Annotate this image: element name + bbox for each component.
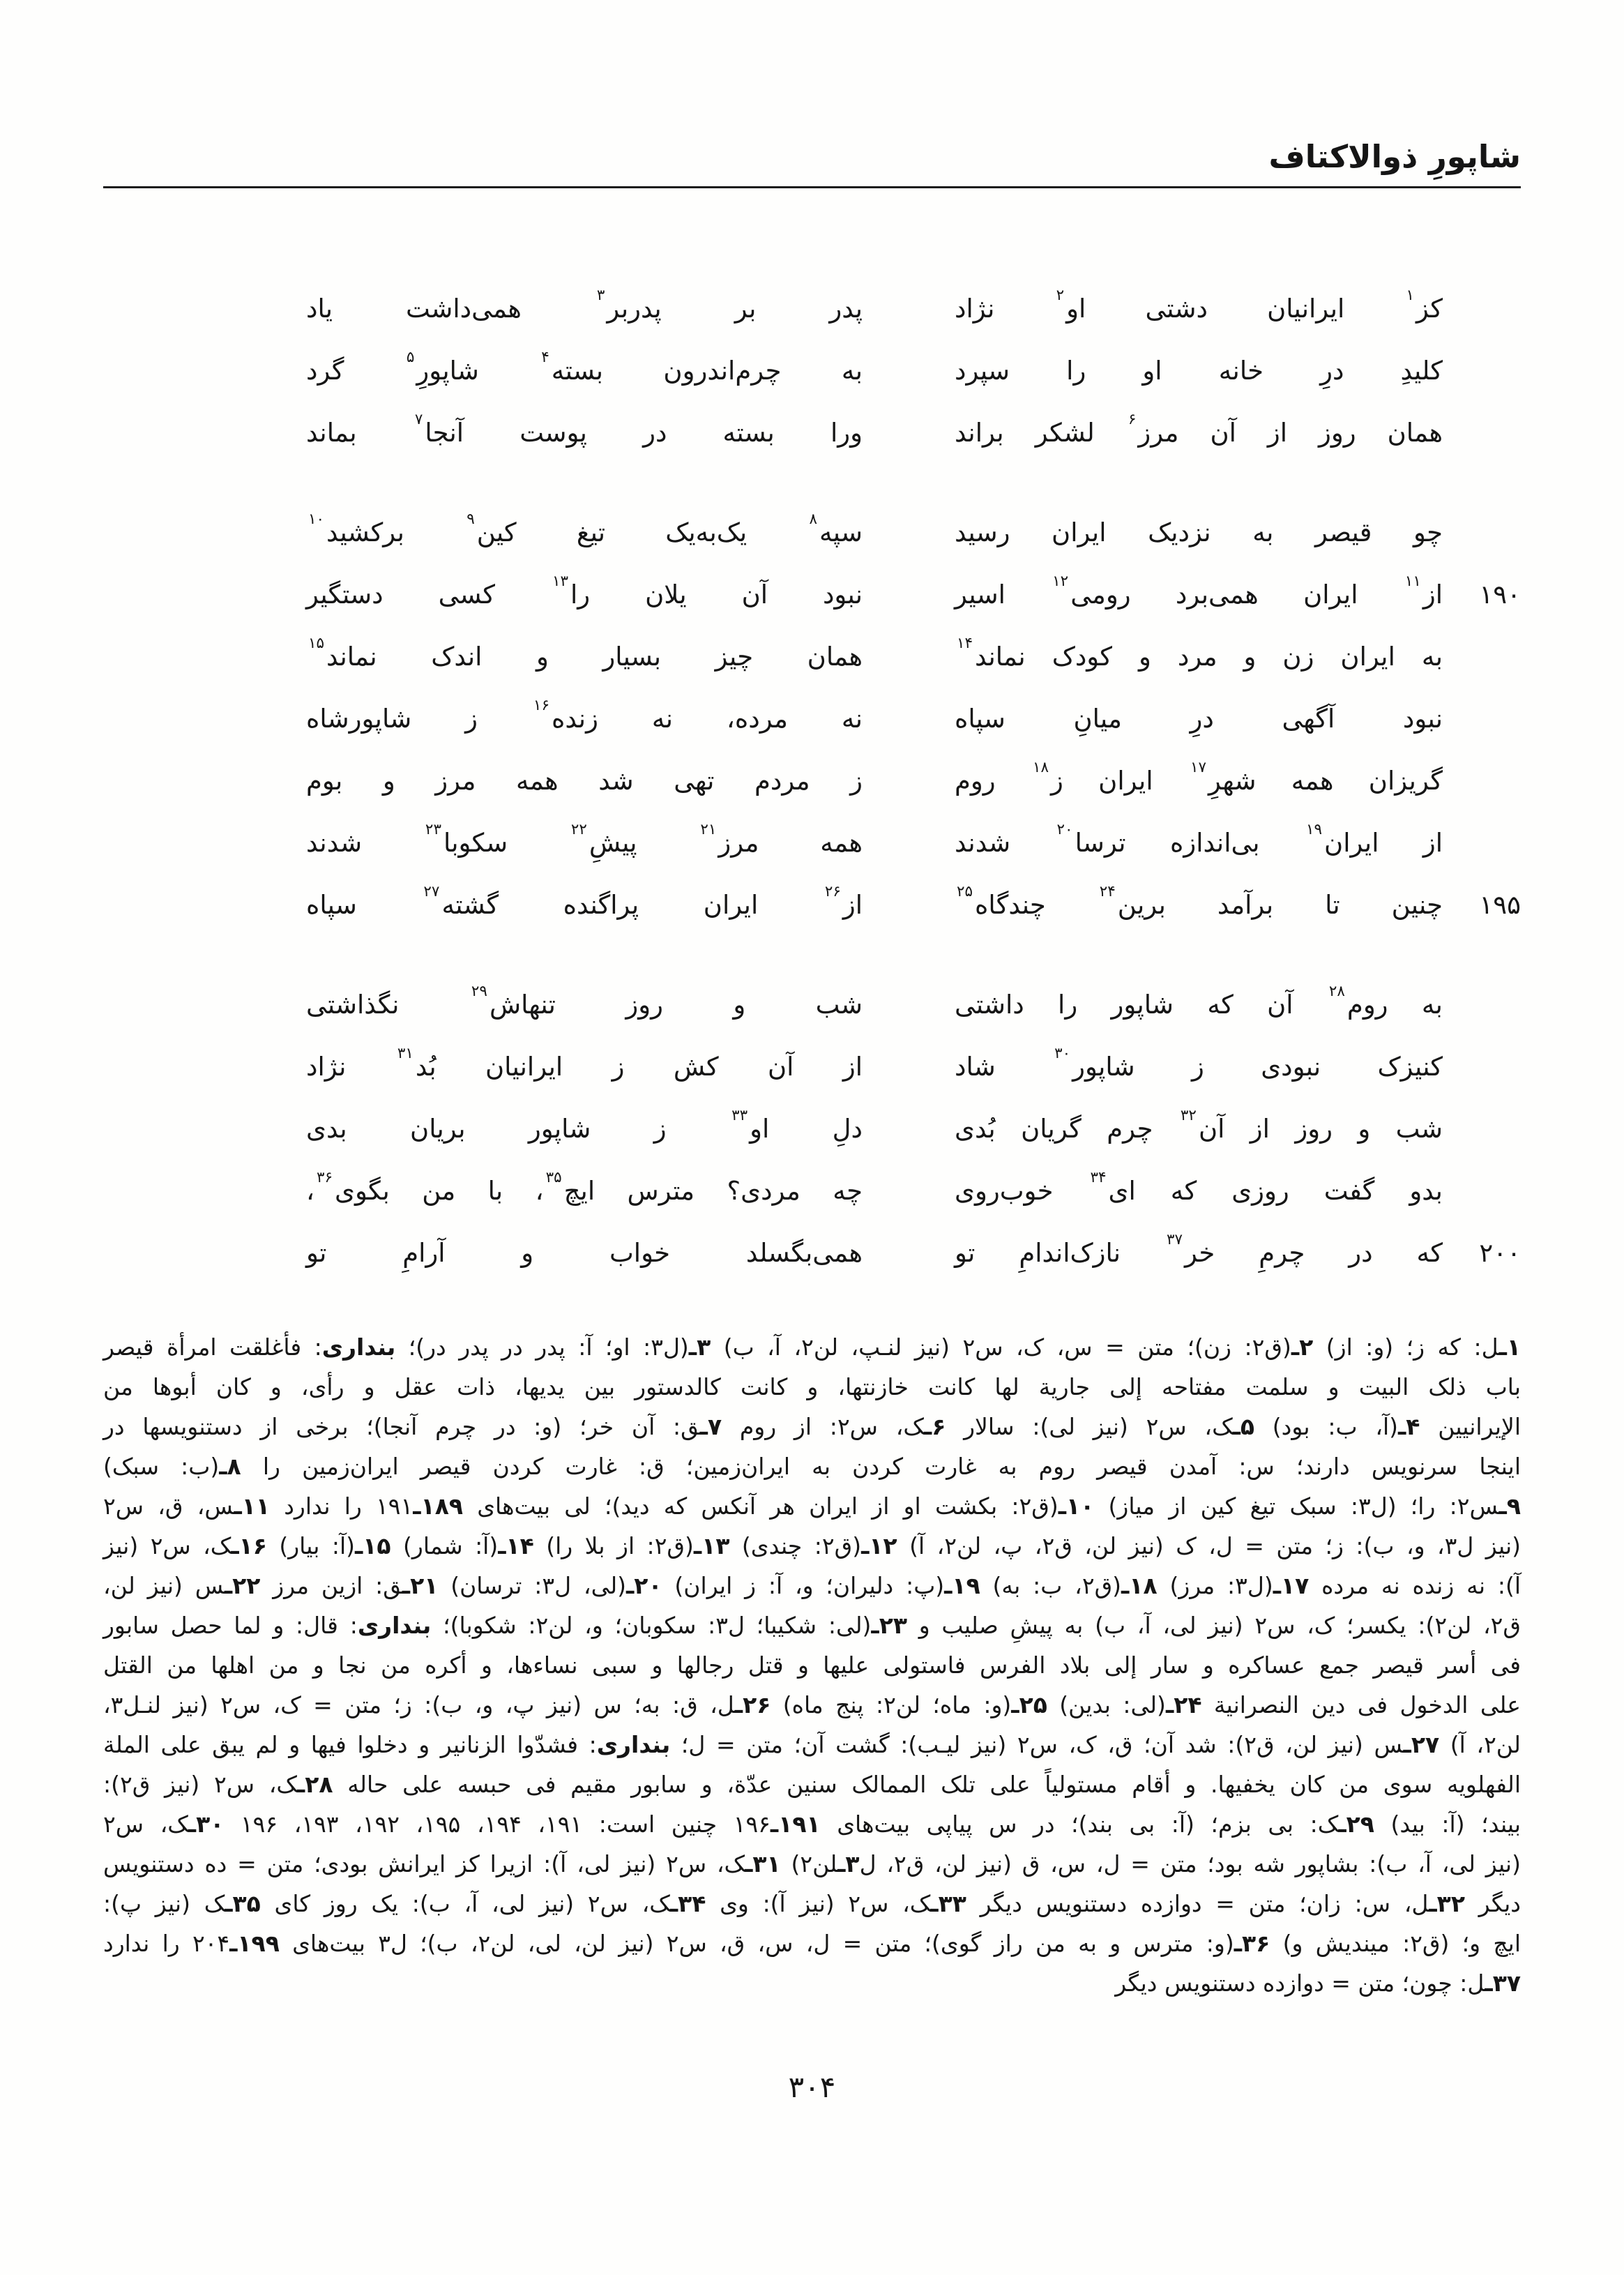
- running-head: [103, 0, 1521, 175]
- hemistich-second: سپه$^۸$ یک‌به‌یک تیغ کین$^۹$ برکشید$^{۱۰}$: [308, 510, 863, 547]
- apparatus-line: اینجا سرنویس دارند؛ س: آمدن قیصر روم به غارت کردن به ایران‌زمین؛ ق: غارت کردن قیصر ایران‌زمین را ۸ـ(ب: سبک): [103, 1453, 1521, 1480]
- apparatus-line: فی أسر قیصر جمع عساکره و سار إلی بلاد الفرس فاستولی علیها و قتل رجالها و سبی نساءها، و أکره من نجا و من اهلها من القتل: [103, 1652, 1521, 1679]
- couplet-row: [103, 812, 1521, 874]
- apparatus-line: (نیز ل۳، و، ب): ز؛ متن = ل، ک (نیز لن، ق۲، پ، لن۲، آ) ۱۲ـ(ق۲: چندی) ۱۳ـ(ق۲: از بلا را) ۱۴ـ(آ: شمار) ۱۵ـ(آ: بیار) ۱۶ـک، س۲ (نیز: [103, 1532, 1521, 1559]
- hemistich-first: که در چرمِ خر$^{۳۷}$ نازک‌اندامِ تو: [955, 1230, 1443, 1268]
- critical-apparatus: [103, 1327, 1521, 2003]
- apparatus-line: دیگر ۳۲ـل، س: زان؛ متن = دوازده دستنویس دیگر ۳۳ـک، س۲ (نیز آ): وی ۳۴ـک، س۲ (نیز لی، آ، ب): یک روز کای ۳۵ـک (نیز پ):: [103, 1890, 1521, 1917]
- couplet-row: [103, 278, 1521, 340]
- apparatus-line: ۱ـل: که ز؛ (و: از) ۲ـ(ق۲: زن)؛ متن = س، ک، س۲ (نیز لنـپ، لن۲، آ، ب) ۳ـ(ل۳: او؛ آ: پدر در پدر در)؛ بنداری: فأغلقت امرأة قیصر: [103, 1333, 1521, 1361]
- hemistich-first: کنیزک نبودی ز شاپور$^{۳۰}$ شاد: [955, 1044, 1443, 1082]
- hemistich-first: نبود آگهی درِ میانِ سپاه: [955, 704, 1443, 734]
- hemistich-second: از$^{۲۶}$ ایران پراگنده گشته$^{۲۷}$ سپاه: [306, 882, 863, 920]
- hemistich-first: همان روز از آن مرز$^۶$ لشکر براند: [955, 410, 1443, 448]
- apparatus-line: ۹ـس۲: را؛ (ل۳: سبک تیغ کین از میاز) ۱۰ـ(ق۲: بکشت او از ایران هر آنکس که دید)؛ لی بیت‌های ۱۸۹ـ۱۹۱ را ندارد ۱۱ـس، ق، س۲: [103, 1492, 1521, 1520]
- hemistich-first: کز$^۱$ ایرانیان دشتی او$^۲$ نژاد: [955, 286, 1443, 324]
- hemistich-second: چه مردی؟ مترس ایچ$^{۳۵}$، با من بگوی$^{۳۶}$،: [306, 1168, 863, 1206]
- couplet-row: [103, 564, 1521, 626]
- apparatus-line: (نیز لی، آ، ب): بشاپور شه بود؛ متن = ل، س، ق (نیز لن، ق۲، ل۳ـلن۲) ۳۱ـک، س۲ (نیز لی، آ): ازیرا کز ایرانش بودی؛ متن = ده دستنویس: [103, 1850, 1521, 1877]
- hemistich-first: شب و روز از آن$^{۳۲}$ چرم گریان بُدی: [955, 1106, 1443, 1144]
- apparatus-line: بیند؛ (آ: بید) ۲۹ـک: بی بزم؛ (آ: بی بند)؛ در س پیاپی بیت‌های ۱۹۱ـ۱۹۶ چنین است: ۱۹۱، ۱۹۴، ۱۹۵، ۱۹۲، ۱۹۳، ۱۹۶ ۳۰ـک، س۲: [103, 1811, 1521, 1838]
- verse-number: ۱۹۰: [1479, 580, 1521, 610]
- couplet-row: [103, 750, 1521, 812]
- hemistich-second: نبود آن یلان را$^{۱۳}$ کسی دستگیر: [306, 572, 863, 610]
- apparatus-line: علی الدخول فی دین النصرانیة ۲۴ـ(لی: بدین) ۲۵ـ(و: ماه؛ لن۲: پنج ماه) ۲۶ـل، ق: به؛ س (نیز پ، و، ب): ز؛ متن = ک، س۲ (نیز لنـل۳،: [103, 1691, 1521, 1718]
- hemistich-first: گریزان همه شهرِ$^{۱۷}$ ایران ز$^{۱۸}$ روم: [955, 758, 1443, 796]
- apparatus-line: ۳۷ـل: چون؛ متن = دوازده دستنویس دیگر: [1115, 1970, 1521, 1997]
- couplet-row: [103, 1098, 1521, 1160]
- hemistich-first: کلیدِ درِ خانه او را سپرد: [955, 356, 1443, 386]
- verse-group: [103, 974, 1521, 1284]
- hemistich-first: به روم$^{۲۸}$ آن که شاپور را داشتی: [955, 982, 1443, 1020]
- apparatus-line: ایچ و؛ (ق۲: میندیش و) ۳۶ـ(و: مترس و به من راز گوی)؛ متن = ل، س، ق، س۲ (نیز لن، لی، لن۲، ب)؛ ل۳ بیت‌های ۱۹۹ـ۲۰۴ را ندارد: [103, 1930, 1521, 1957]
- couplet-row: [103, 340, 1521, 402]
- hemistich-second: پدر بر پدربر$^۳$ همی‌داشت یاد: [306, 286, 863, 324]
- hemistich-first: بدو گفت روزی که ای$^{۳۴}$ خوب‌روی: [955, 1168, 1443, 1206]
- couplet-row: [103, 402, 1521, 464]
- couplet-row: [103, 688, 1521, 750]
- poem: [103, 278, 1521, 1284]
- couplet-row: [103, 974, 1521, 1036]
- page-number: ۳۰۴: [788, 2070, 836, 2104]
- hemistich-first: از ایران$^{۱۹}$ بی‌اندازه ترسا$^{۲۰}$ شدند: [955, 820, 1443, 858]
- hemistich-first: چنین تا برآمد برین$^{۲۴}$ چندگاه$^{۲۵}$: [957, 882, 1443, 920]
- hemistich-second: نه مرده، نه زنده$^{۱۶}$ ز شاپورشاه: [306, 696, 863, 734]
- hemistich-second: همی‌بگسلد خواب و آرامِ تو: [306, 1238, 863, 1268]
- hemistich-first: از$^{۱۱}$ ایران همی‌برد رومی$^{۱۲}$ اسیر: [955, 572, 1443, 610]
- verse-number: ۲۰۰: [1479, 1238, 1521, 1268]
- hemistich-first: به ایران زن و مرد و کودک نماند$^{۱۴}$: [957, 634, 1443, 672]
- hemistich-second: همه مرز$^{۲۱}$ پیشِ$^{۲۲}$ سکوبا$^{۲۳}$ شدند: [306, 820, 863, 858]
- verse-number: ۱۹۵: [1479, 890, 1521, 920]
- couplet-row: [103, 874, 1521, 936]
- chapter-title: شاپورِ ذوالاکتاف: [1268, 138, 1521, 175]
- couplet-row: [103, 1036, 1521, 1098]
- couplet-row: [103, 1222, 1521, 1284]
- verse-group: [103, 501, 1521, 936]
- hemistich-second: از آن کش ز ایرانیان بُد$^{۳۱}$ نژاد: [306, 1044, 863, 1082]
- hemistich-second: ز مردم تهی شد همه مرز و بوم: [306, 766, 863, 796]
- apparatus-line: ق۲، لن۲): یکسر؛ ک، س۲ (نیز لی، آ، ب) به پیشِ صلیب و ۲۳ـ(لی: شکیبا؛ ل۳: سکوبان؛ و، لن۲: شکوبا)؛ بنداری: قال: و لما حصل سابور: [103, 1612, 1521, 1639]
- apparatus-line: الفهلویه سوی من کان یخفیها. و أقام مستولیاً علی تلک الممالک سنین عدّة، و سابور مقیم فی حبسه علی حاله ۲۸ـک، س۲ (نیز ق۲):: [103, 1771, 1521, 1798]
- hemistich-second: همان چیز بسیار و اندک نماند$^{۱۵}$: [308, 634, 863, 672]
- hemistich-first: چو قیصر به نزدیک ایران رسید: [955, 517, 1443, 547]
- couplet-row: [103, 626, 1521, 688]
- hemistich-second: شب و روز تنهاش$^{۲۹}$ نگذاشتی: [306, 982, 863, 1020]
- hemistich-second: دلِ او$^{۳۳}$ ز شاپور بریان بدی: [306, 1106, 863, 1144]
- couplet-row: [103, 501, 1521, 564]
- header-rule: [103, 186, 1521, 188]
- apparatus-line: لن۲، آ) ۲۷ـس (نیز لن، ق۲): شد آن؛ ق، ک، س۲ (نیز لیـب): گشت آن؛ متن = ل؛ بنداری: فشدّوا الزنانیر و دخلوا فیها و لم یبق علی الملة: [103, 1731, 1521, 1758]
- apparatus-line: باب ذلک البیت و سلمت مفتاحه إلی جاریة لها کانت خازنتها، و کانت کالدستور بین یدیها، ذات عقل و رأی، و کان أبوها من: [103, 1373, 1521, 1400]
- hemistich-second: ورا بسته در پوست آنجا$^۷$ بماند: [306, 410, 863, 448]
- couplet-row: [103, 1160, 1521, 1222]
- apparatus-line: آ): نه زنده نه مرده ۱۷ـ(ل۳: مرز) ۱۸ـ(ق۲، ب: به) ۱۹ـ(پ: دلیران؛ و، آ: ز ایران) ۲۰ـ(لی، ل۳: ترسان) ۲۱ـق: ازین مرز ۲۲ـس (نیز لن،: [103, 1572, 1521, 1599]
- apparatus-line: الإیرانیین ۴ـ(آ، ب: بود) ۵ـک، س۲ (نیز لی): سالار ۶ـک، س۲: از روم ۷ـق: آن خر؛ (و: در چرم آنجا)؛ برخی از دستنویسها در: [103, 1413, 1521, 1440]
- verse-group: [103, 278, 1521, 464]
- hemistich-second: به چرم‌اندرون بسته$^۴$ شاپورِ$^۵$ گرد: [306, 348, 863, 386]
